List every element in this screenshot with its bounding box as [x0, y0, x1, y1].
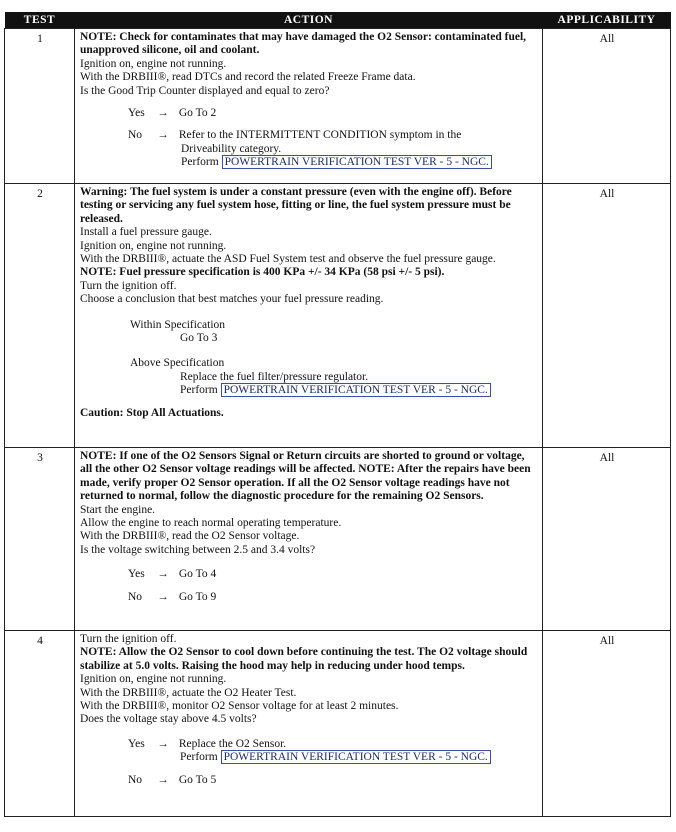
perform-line: Perform POWERTRAIN VERIFICATION TEST VER - 5 - NGC. [80, 384, 538, 397]
test-number: 4 [5, 631, 75, 817]
note: NOTE: If one of the O2 Sensors Signal or Return circuits are shorted to ground or voltage, all the other O2 Sensor voltage readings will be affected. NOTE: After the repairs have been made, verify proper O2 Sensor operation. If all the O2 Sensor voltage readings have not returned to normal, follow the diagnostic procedure for the remaining O2 Sensors. [80, 450, 531, 503]
arrow-icon: → [157, 590, 169, 603]
arrow-icon: → [157, 737, 169, 750]
step: Choose a conclusion that best matches your fuel pressure reading. [80, 293, 384, 306]
option-no: No → Go To 9 [128, 590, 217, 603]
verification-test-link[interactable]: POWERTRAIN VERIFICATION TEST VER - 5 - NGC. [222, 155, 492, 169]
diagnostic-table [4, 12, 671, 817]
step: With the DRBIII®, actuate the O2 Heater Test. [80, 686, 297, 699]
step: Is the voltage switching between 2.5 and 3.4 volts? [80, 543, 316, 556]
test-number: 2 [5, 184, 75, 448]
step: With the DRBIII®, read DTCs and record the related Freeze Frame data. [80, 71, 416, 84]
step: Ignition on, engine not running. [80, 239, 227, 252]
applicability: All [543, 29, 671, 184]
action-cell [75, 448, 543, 631]
note: NOTE: Allow the O2 Sensor to cool down before continuing the test. The O2 voltage should stabilize at 5.0 volts. Raising the hood may help in reducing under hood temps. [80, 646, 528, 672]
table-row [5, 448, 671, 631]
warning: Warning: The fuel system is under a constant pressure (even with the engine off). Before testing or servicing any fuel system hose, fitting or line, the fuel system pressure must be released. [80, 186, 512, 225]
verification-test-link[interactable]: POWERTRAIN VERIFICATION TEST VER - 5 - NGC. [221, 750, 491, 764]
applicability: All [543, 448, 671, 631]
option-yes: Yes → Replace the O2 Sensor. [128, 737, 287, 750]
header-action: ACTION [75, 12, 543, 29]
step: Ignition on, engine not running. [80, 57, 227, 70]
applicability: All [543, 631, 671, 817]
step: Allow the engine to reach normal operating temperature. [80, 517, 342, 530]
step: Start the engine. [80, 503, 156, 516]
option-no: No → Go To 5 [128, 773, 217, 786]
option-within-action: Go To 3 [180, 332, 218, 345]
action-cell [75, 29, 543, 184]
note: NOTE: Check for contaminates that may have damaged the O2 Sensor: contaminated fuel, unapproved silicone, oil and coolant. [80, 31, 527, 57]
header-applicability: APPLICABILITY [543, 12, 671, 29]
option-no: No → Refer to the INTERMITTENT CONDITION symptom in the [128, 129, 462, 142]
step: With the DRBIII®, read the O2 Sensor voltage. [80, 530, 300, 543]
action-cell [75, 631, 543, 817]
perform-line: Perform POWERTRAIN VERIFICATION TEST VER - 5 - NGC. [80, 156, 538, 169]
header-test: TEST [5, 12, 75, 29]
note: NOTE: Fuel pressure specification is 400 KPa +/- 34 KPa (58 psi +/- 5 psi). [80, 266, 445, 279]
step: Is the Good Trip Counter displayed and equal to zero? [80, 84, 330, 97]
step: Turn the ignition off. [80, 279, 177, 292]
arrow-icon: → [157, 129, 169, 142]
step: Install a fuel pressure gauge. [80, 226, 212, 239]
step: With the DRBIII®, actuate the ASD Fuel System test and observe the fuel pressure gauge. [80, 253, 496, 266]
header-row [5, 12, 671, 29]
arrow-icon: → [157, 107, 169, 120]
option-above: Above Specification [130, 357, 225, 370]
option-yes: Yes → Go To 4 [128, 568, 217, 581]
arrow-icon: → [157, 773, 169, 786]
step: Turn the ignition off. [80, 633, 177, 645]
step: Does the voltage stay above 4.5 volts? [80, 713, 257, 726]
option-no-detail: Driveability category. [181, 142, 282, 155]
step: With the DRBIII®, monitor O2 Sensor voltage for at least 2 minutes. [80, 700, 399, 713]
arrow-icon: → [157, 568, 169, 581]
table-row [5, 631, 671, 817]
action-cell [75, 184, 543, 448]
option-yes: Yes → Go To 2 [128, 107, 217, 120]
caution: Caution: Stop All Actuations. [80, 406, 224, 419]
table-row [5, 29, 671, 184]
test-number: 1 [5, 29, 75, 184]
option-within: Within Specification [130, 318, 226, 331]
option-above-action: Replace the fuel filter/pressure regulator. [180, 370, 369, 383]
step: Ignition on, engine not running. [80, 673, 227, 686]
applicability: All [543, 184, 671, 448]
test-number: 3 [5, 448, 75, 631]
perform-line: Perform POWERTRAIN VERIFICATION TEST VER - 5 - NGC. [80, 751, 538, 764]
table-row [5, 184, 671, 448]
verification-test-link[interactable]: POWERTRAIN VERIFICATION TEST VER - 5 - NGC. [221, 383, 491, 397]
